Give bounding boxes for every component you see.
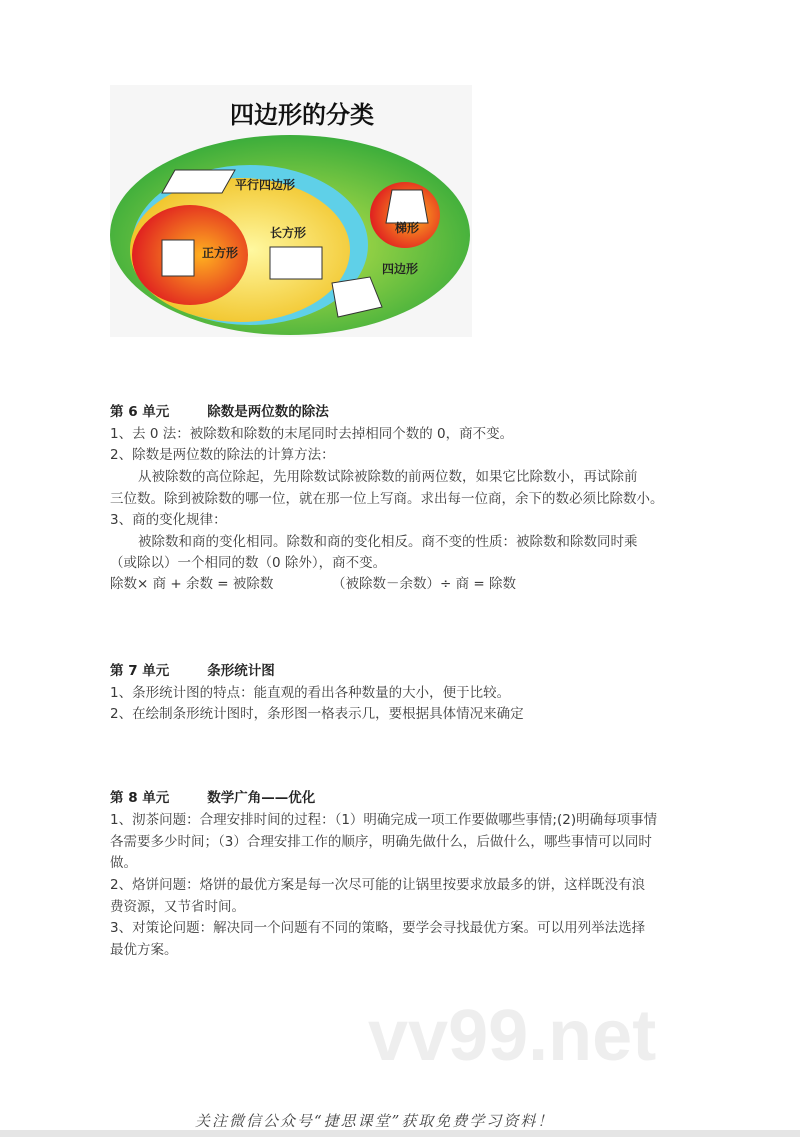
text-line: （或除以）一个相同的数（0 除外），商不变。 bbox=[110, 555, 387, 571]
text-line: 2、烙饼问题：烙饼的最优方案是每一次尽可能的让锅里按要求放最多的饼，这样既没有浪 bbox=[110, 877, 646, 893]
text-line: 三位数。除到被除数的哪一位，就在那一位上写商。求出每一位商，余下的数必须比除数小。 bbox=[110, 491, 664, 507]
text-line: 被除数和商的变化相同。除数和商的变化相反。商不变的性质：被除数和除数同时乘 bbox=[138, 534, 638, 550]
unit6-heading bbox=[110, 402, 329, 422]
label-rectangle: 长方形 bbox=[270, 226, 307, 240]
watermark: vv99.net bbox=[368, 996, 657, 1076]
text-line: 做。 bbox=[110, 855, 137, 871]
label-trapezoid: 梯形 bbox=[395, 221, 420, 235]
unit-title: 条形统计图 bbox=[207, 663, 275, 679]
unit-title: 除数是两位数的除法 bbox=[207, 404, 329, 420]
label-parallelogram: 平行四边形 bbox=[235, 178, 296, 192]
unit-number: 第 7 单元 bbox=[110, 663, 170, 679]
text-line: 2、除数是两位数的除法的计算方法： bbox=[110, 447, 335, 463]
quadrilateral-classification-diagram bbox=[110, 85, 472, 337]
text-line: 2、在绘制条形统计图时，条形图一格表示几，要根据具体情况来确定 bbox=[110, 706, 524, 722]
text-line: 各需要多少时间；（3）合理安排工作的顺序，明确先做什么，后做什么，哪些事情可以同时 bbox=[110, 834, 652, 850]
text-line: 从被除数的高位除起，先用除数试除被除数的前两位数，如果它比除数小，再试除前 bbox=[138, 469, 638, 485]
diagram-title: 四边形的分类 bbox=[230, 101, 374, 129]
text-line: 3、商的变化规律： bbox=[110, 512, 227, 528]
unit-number: 第 6 单元 bbox=[110, 404, 170, 420]
formula-2: （被除数－余数）÷ 商 = 除数 bbox=[332, 576, 516, 592]
page-bottom-edge bbox=[0, 1130, 800, 1137]
text-line: 费资源，又节省时间。 bbox=[110, 899, 245, 915]
text-line: 1、条形统计图的特点：能直观的看出各种数量的大小，便于比较。 bbox=[110, 685, 511, 701]
text-line: 3、对策论问题：解决同一个问题有不同的策略，要学会寻找最优方案。可以用列举法选择 bbox=[110, 920, 646, 936]
label-square: 正方形 bbox=[202, 246, 239, 260]
formula-1: 除数× 商 + 余数 = 被除数 bbox=[110, 576, 274, 592]
unit7-heading bbox=[110, 661, 275, 681]
text-line: 最优方案。 bbox=[110, 942, 178, 958]
text-line: 1、去 0 法：被除数和除数的末尾同时去掉相同个数的 0，商不变。 bbox=[110, 426, 514, 442]
footer-note: 关注微信公众号“捷思课堂”获取免费学习资料！ bbox=[195, 1112, 555, 1130]
unit-number: 第 8 单元 bbox=[110, 790, 170, 806]
label-quadrilateral: 四边形 bbox=[382, 262, 419, 276]
unit8-heading bbox=[110, 788, 315, 808]
unit-title: 数学广角——优化 bbox=[207, 790, 316, 806]
text-line: 1、沏茶问题：合理安排时间的过程：（1）明确完成一项工作要做哪些事情;(2)明确每项事情 bbox=[110, 812, 658, 828]
